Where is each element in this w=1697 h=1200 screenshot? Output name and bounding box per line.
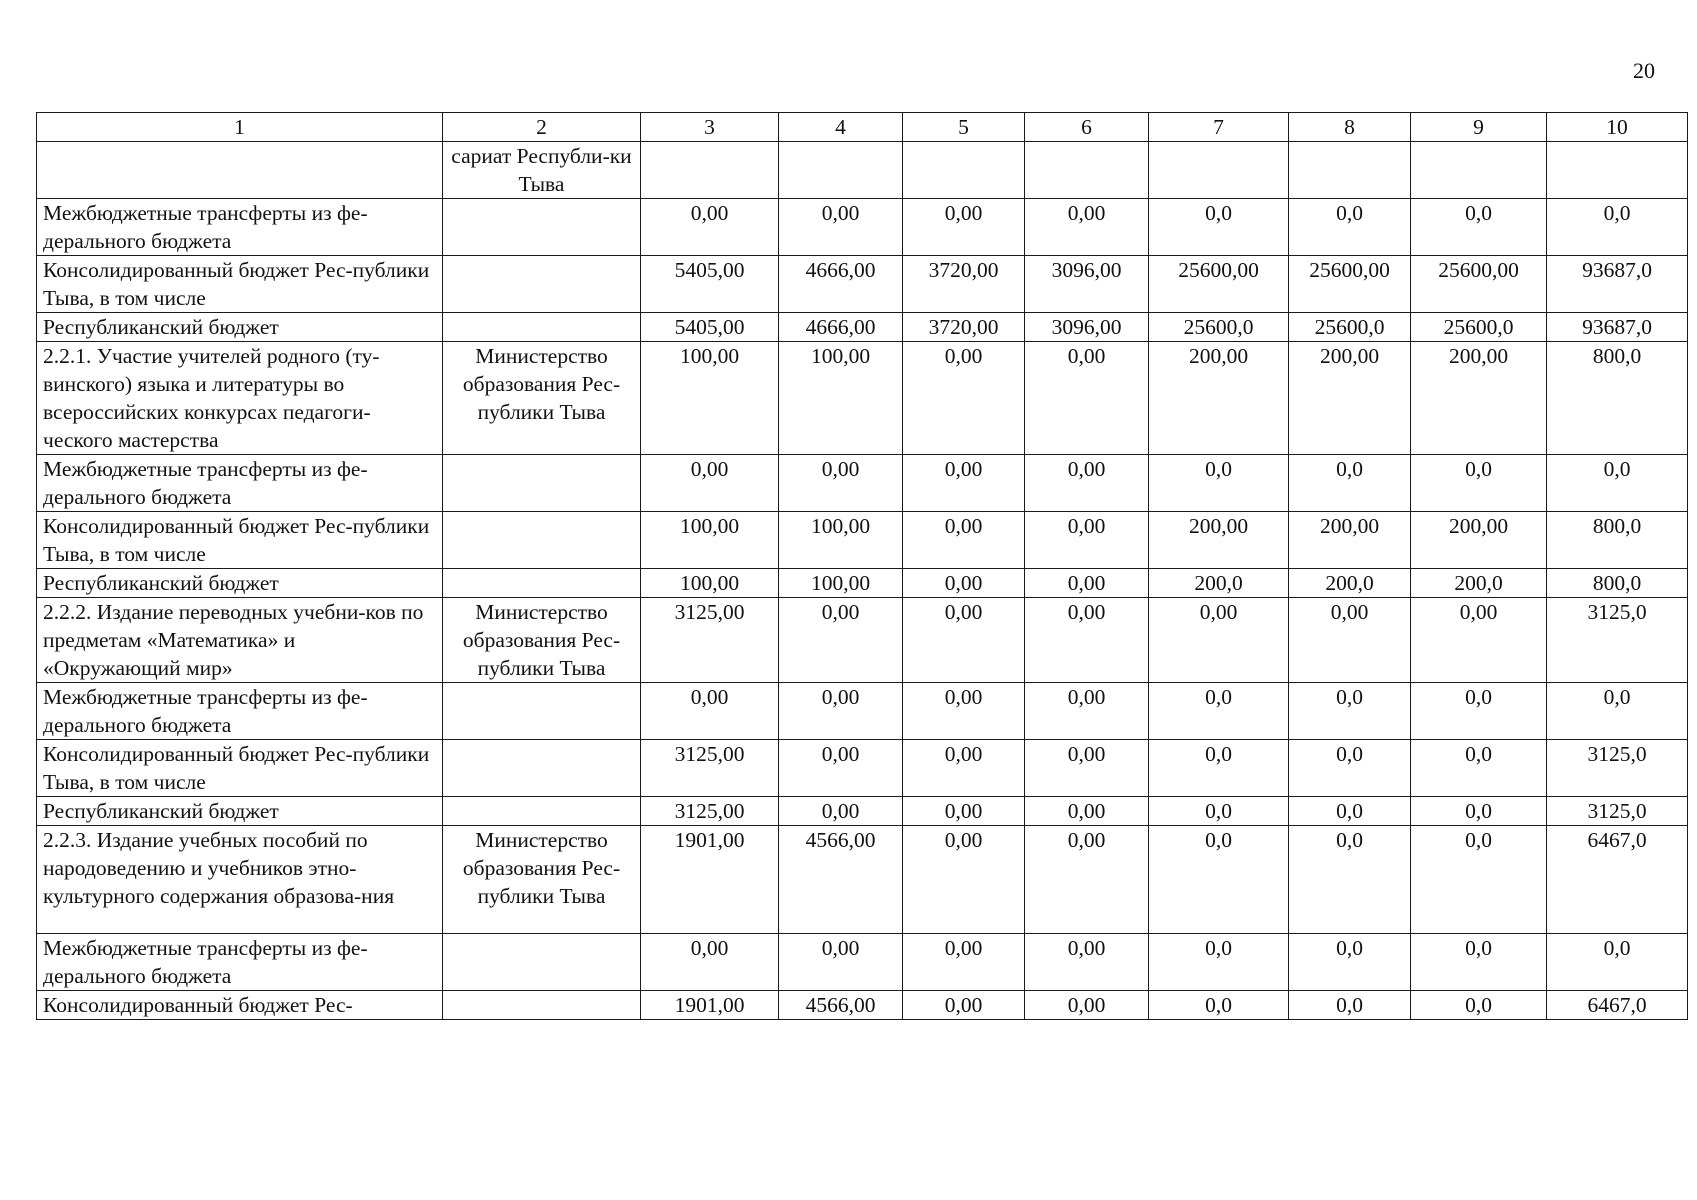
- value-cell: 5405,00: [641, 256, 779, 313]
- table-row: [37, 934, 1688, 991]
- value-cell: 0,00: [1289, 598, 1411, 683]
- value-cell: 6467,0: [1547, 991, 1688, 1020]
- value-cell: 0,0: [1547, 455, 1688, 512]
- value-cell: 93687,0: [1547, 313, 1688, 342]
- executor-cell: [443, 199, 641, 256]
- value-cell: 0,00: [1025, 991, 1149, 1020]
- header-cell: 3: [641, 113, 779, 142]
- value-cell: 0,00: [641, 455, 779, 512]
- value-cell: 0,00: [903, 991, 1025, 1020]
- value-cell: 0,0: [1149, 683, 1289, 740]
- header-cell: 2: [443, 113, 641, 142]
- row-name-cell: 2.2.1. Участие учителей родного (ту-винского) языка и литературы во всероссийских конкурсах педагоги-ческого мастерства: [37, 342, 443, 455]
- value-cell: [1289, 142, 1411, 199]
- value-cell: 0,00: [903, 598, 1025, 683]
- executor-cell: Министерство образования Рес-публики Тыва: [443, 826, 641, 934]
- value-cell: 0,00: [1025, 740, 1149, 797]
- row-name-cell: Консолидированный бюджет Рес-публики Тыва, в том числе: [37, 256, 443, 313]
- value-cell: 0,0: [1289, 199, 1411, 256]
- row-name-cell: Республиканский бюджет: [37, 569, 443, 598]
- value-cell: [1547, 142, 1688, 199]
- header-cell: 4: [779, 113, 903, 142]
- table-row: [37, 740, 1688, 797]
- value-cell: 0,0: [1149, 797, 1289, 826]
- value-cell: 1901,00: [641, 826, 779, 934]
- value-cell: 0,00: [641, 683, 779, 740]
- value-cell: 0,0: [1547, 683, 1688, 740]
- value-cell: 0,0: [1149, 934, 1289, 991]
- value-cell: 0,00: [1025, 934, 1149, 991]
- value-cell: 0,0: [1149, 826, 1289, 934]
- executor-cell: Министерство образования Рес-публики Тыва: [443, 598, 641, 683]
- value-cell: 3125,0: [1547, 740, 1688, 797]
- table-row: [37, 142, 1688, 199]
- value-cell: 0,00: [1025, 598, 1149, 683]
- value-cell: 3096,00: [1025, 256, 1149, 313]
- row-name-cell: 2.2.2. Издание переводных учебни-ков по предметам «Математика» и «Окружающий мир»: [37, 598, 443, 683]
- value-cell: 93687,0: [1547, 256, 1688, 313]
- table-row: [37, 797, 1688, 826]
- value-cell: 200,00: [1411, 342, 1547, 455]
- value-cell: 6467,0: [1547, 826, 1688, 934]
- value-cell: 0,00: [1025, 569, 1149, 598]
- table-row: [37, 455, 1688, 512]
- value-cell: 0,00: [903, 797, 1025, 826]
- value-cell: 800,0: [1547, 569, 1688, 598]
- row-name-cell: Консолидированный бюджет Рес-публики Тыва, в том числе: [37, 512, 443, 569]
- value-cell: 100,00: [641, 569, 779, 598]
- value-cell: [779, 142, 903, 199]
- value-cell: 100,00: [779, 569, 903, 598]
- table-row: [37, 826, 1688, 934]
- value-cell: [641, 142, 779, 199]
- value-cell: 0,0: [1547, 934, 1688, 991]
- executor-cell: [443, 256, 641, 313]
- value-cell: 0,00: [1025, 199, 1149, 256]
- value-cell: 0,00: [1025, 342, 1149, 455]
- value-cell: 0,00: [903, 455, 1025, 512]
- value-cell: 3125,00: [641, 797, 779, 826]
- value-cell: 25600,00: [1149, 256, 1289, 313]
- value-cell: 0,00: [1025, 797, 1149, 826]
- value-cell: 200,00: [1149, 512, 1289, 569]
- value-cell: 3125,0: [1547, 598, 1688, 683]
- value-cell: 0,00: [903, 199, 1025, 256]
- row-name-cell: [37, 142, 443, 199]
- table-row: [37, 512, 1688, 569]
- value-cell: 200,0: [1149, 569, 1289, 598]
- table-row: [37, 256, 1688, 313]
- value-cell: 800,0: [1547, 512, 1688, 569]
- value-cell: 0,0: [1411, 740, 1547, 797]
- value-cell: 0,0: [1149, 740, 1289, 797]
- value-cell: 0,0: [1411, 199, 1547, 256]
- value-cell: 0,00: [903, 740, 1025, 797]
- executor-cell: [443, 991, 641, 1020]
- row-name-cell: Консолидированный бюджет Рес-публики Тыва, в том числе: [37, 740, 443, 797]
- value-cell: 25600,0: [1411, 313, 1547, 342]
- executor-cell: [443, 313, 641, 342]
- value-cell: 0,0: [1289, 934, 1411, 991]
- value-cell: 4566,00: [779, 991, 903, 1020]
- value-cell: 0,00: [779, 199, 903, 256]
- executor-cell: [443, 797, 641, 826]
- value-cell: 200,0: [1289, 569, 1411, 598]
- value-cell: 800,0: [1547, 342, 1688, 455]
- table-row: [37, 991, 1688, 1020]
- value-cell: 4666,00: [779, 313, 903, 342]
- value-cell: 0,00: [779, 598, 903, 683]
- executor-cell: Министерство образования Рес-публики Тыва: [443, 342, 641, 455]
- row-name-cell: Консолидированный бюджет Рес-: [37, 991, 443, 1020]
- value-cell: 200,00: [1411, 512, 1547, 569]
- header-cell: 6: [1025, 113, 1149, 142]
- value-cell: 3720,00: [903, 256, 1025, 313]
- row-name-cell: Республиканский бюджет: [37, 313, 443, 342]
- value-cell: 0,0: [1289, 740, 1411, 797]
- value-cell: 0,00: [779, 683, 903, 740]
- value-cell: 0,00: [903, 512, 1025, 569]
- executor-cell: [443, 934, 641, 991]
- table-row: [37, 342, 1688, 455]
- row-name-cell: Межбюджетные трансферты из фе-дерального бюджета: [37, 934, 443, 991]
- value-cell: 200,00: [1149, 342, 1289, 455]
- value-cell: 200,00: [1289, 512, 1411, 569]
- table-row: [37, 313, 1688, 342]
- value-cell: 100,00: [641, 342, 779, 455]
- value-cell: 0,0: [1149, 455, 1289, 512]
- value-cell: 0,00: [903, 826, 1025, 934]
- value-cell: 0,00: [1149, 598, 1289, 683]
- value-cell: 25600,00: [1289, 256, 1411, 313]
- value-cell: 0,0: [1411, 934, 1547, 991]
- value-cell: 0,0: [1411, 826, 1547, 934]
- page-number: 20: [1633, 58, 1655, 83]
- row-name-cell: Межбюджетные трансферты из фе-дерального бюджета: [37, 455, 443, 512]
- value-cell: 0,00: [1025, 512, 1149, 569]
- value-cell: [903, 142, 1025, 199]
- value-cell: 0,0: [1411, 797, 1547, 826]
- value-cell: 0,0: [1289, 991, 1411, 1020]
- budget-table: [36, 112, 1688, 1020]
- value-cell: 0,0: [1411, 683, 1547, 740]
- value-cell: 0,00: [1025, 826, 1149, 934]
- value-cell: 0,00: [903, 569, 1025, 598]
- value-cell: 0,00: [1025, 683, 1149, 740]
- table-row: [37, 598, 1688, 683]
- value-cell: 1901,00: [641, 991, 779, 1020]
- table-row: [37, 569, 1688, 598]
- value-cell: 4666,00: [779, 256, 903, 313]
- executor-cell: [443, 512, 641, 569]
- value-cell: 0,00: [779, 455, 903, 512]
- value-cell: 100,00: [779, 512, 903, 569]
- value-cell: 0,00: [641, 934, 779, 991]
- value-cell: 0,0: [1547, 199, 1688, 256]
- value-cell: 0,0: [1149, 199, 1289, 256]
- executor-cell: [443, 740, 641, 797]
- value-cell: 0,0: [1289, 455, 1411, 512]
- value-cell: 3125,00: [641, 598, 779, 683]
- executor-cell: [443, 569, 641, 598]
- executor-cell: [443, 683, 641, 740]
- value-cell: 3720,00: [903, 313, 1025, 342]
- value-cell: 0,00: [779, 740, 903, 797]
- header-cell: 9: [1411, 113, 1547, 142]
- header-row: [37, 113, 1688, 142]
- value-cell: 0,00: [903, 683, 1025, 740]
- value-cell: 0,0: [1289, 683, 1411, 740]
- executor-cell: сариат Республи-ки Тыва: [443, 142, 641, 199]
- value-cell: [1025, 142, 1149, 199]
- row-name-cell: Межбюджетные трансферты из фе-дерального бюджета: [37, 683, 443, 740]
- executor-cell: [443, 455, 641, 512]
- header-cell: 8: [1289, 113, 1411, 142]
- table-row: [37, 199, 1688, 256]
- value-cell: 100,00: [641, 512, 779, 569]
- value-cell: 0,0: [1149, 991, 1289, 1020]
- row-name-cell: Республиканский бюджет: [37, 797, 443, 826]
- value-cell: 0,00: [1025, 455, 1149, 512]
- header-cell: 10: [1547, 113, 1688, 142]
- value-cell: 0,00: [779, 934, 903, 991]
- value-cell: 4566,00: [779, 826, 903, 934]
- value-cell: 100,00: [779, 342, 903, 455]
- value-cell: 0,00: [903, 342, 1025, 455]
- header-cell: 7: [1149, 113, 1289, 142]
- value-cell: 25600,00: [1411, 256, 1547, 313]
- row-name-cell: 2.2.3. Издание учебных пособий по народоведению и учебников этно-культурного содержания образова-ния: [37, 826, 443, 934]
- value-cell: [1411, 142, 1547, 199]
- value-cell: 200,00: [1289, 342, 1411, 455]
- value-cell: 0,00: [641, 199, 779, 256]
- value-cell: [1149, 142, 1289, 199]
- header-cell: 5: [903, 113, 1025, 142]
- value-cell: 0,00: [903, 934, 1025, 991]
- value-cell: 200,0: [1411, 569, 1547, 598]
- value-cell: 25600,0: [1149, 313, 1289, 342]
- value-cell: 0,0: [1411, 991, 1547, 1020]
- value-cell: 25600,0: [1289, 313, 1411, 342]
- value-cell: 0,0: [1289, 826, 1411, 934]
- value-cell: 3125,0: [1547, 797, 1688, 826]
- value-cell: 0,00: [779, 797, 903, 826]
- value-cell: 5405,00: [641, 313, 779, 342]
- row-name-cell: Межбюджетные трансферты из фе-дерального бюджета: [37, 199, 443, 256]
- header-cell: 1: [37, 113, 443, 142]
- value-cell: 3125,00: [641, 740, 779, 797]
- value-cell: 0,00: [1411, 598, 1547, 683]
- value-cell: 0,0: [1411, 455, 1547, 512]
- value-cell: 0,0: [1289, 797, 1411, 826]
- table-row: [37, 683, 1688, 740]
- table-body: [37, 142, 1688, 1020]
- value-cell: 3096,00: [1025, 313, 1149, 342]
